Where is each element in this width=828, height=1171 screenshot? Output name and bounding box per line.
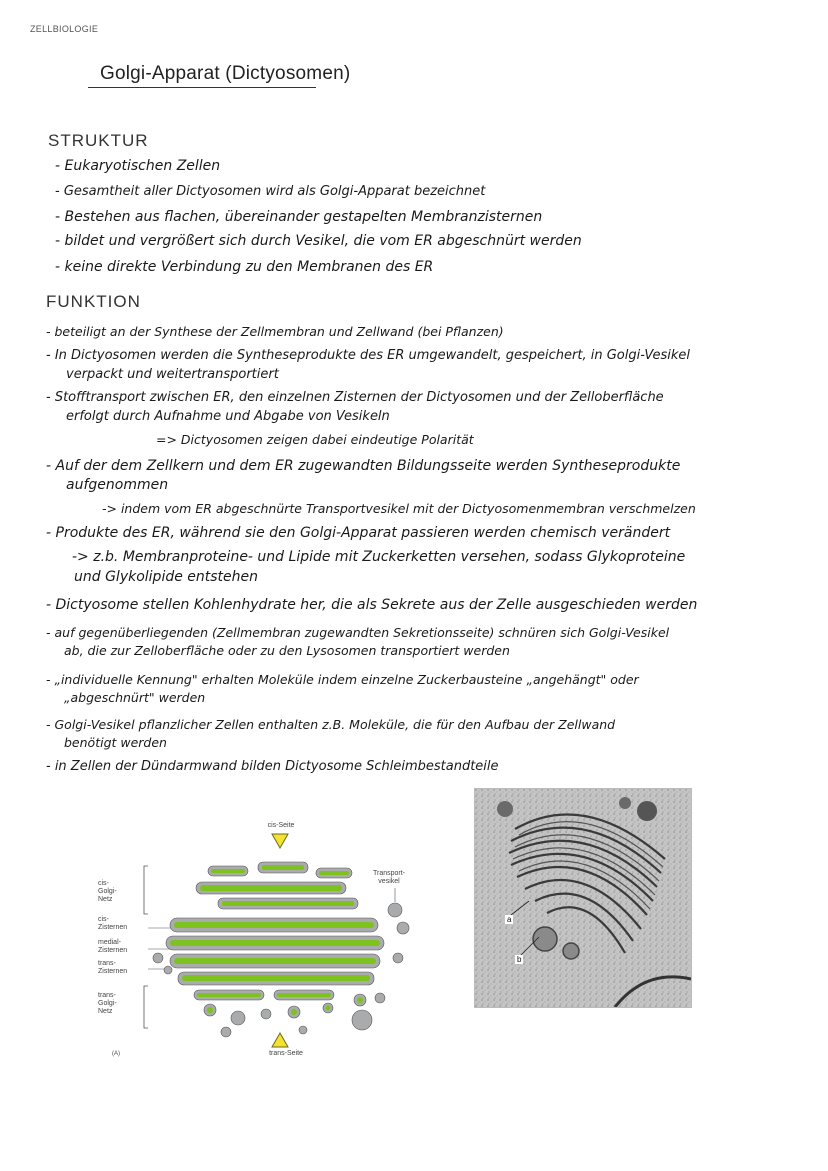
label-trans-golgi-netz: trans- Golgi- Netz <box>98 992 117 1015</box>
struktur-item: - Eukaryotischen Zellen <box>55 158 221 174</box>
funktion-line: - auf gegenüberliegenden (Zellmembran zugewandten Sekretionsseite) schnüren sich Golgi-Vesikel <box>46 625 670 640</box>
bracket-cis-netz <box>144 866 148 914</box>
funktion-line: -> z.b. Membranproteine- und Lipide mit Zuckerketten versehen, sodass Glykoproteine <box>72 549 686 565</box>
trans-side-label: trans-Seite <box>269 1050 303 1057</box>
funktion-line: - Dictyosome stellen Kohlenhydrate her, die als Sekrete aus der Zelle ausgeschieden werden <box>46 597 698 613</box>
funktion-line: - In Dictyosomen werden die Syntheseprodukte des ER umgewandelt, gespeichert, in Golgi-Vesikel <box>46 348 691 363</box>
funktion-line: => Dictyosomen zeigen dabei eindeutige Polarität <box>156 432 474 447</box>
funktion-line: benötigt werden <box>64 735 167 750</box>
figure-number: (A) <box>112 1051 120 1057</box>
bracket-trans-netz <box>144 986 148 1028</box>
label-cis-golgi-netz: cis- Golgi- Netz <box>98 880 117 903</box>
subject-label: ZELLBIOLOGIE <box>30 24 99 34</box>
funktion-line: - beteiligt an der Synthese der Zellmembran und Zellwand (bei Pflanzen) <box>46 324 504 339</box>
electron-micrograph <box>474 788 692 1008</box>
cis-arrow-icon <box>272 834 288 848</box>
trans-arrow-icon <box>272 1033 288 1047</box>
golgi-diagram <box>98 818 428 1060</box>
struktur-heading: STRUKTUR <box>48 131 149 150</box>
struktur-item: - keine direkte Verbindung zu den Membranen des ER <box>55 259 434 275</box>
label-medial-zisternen: medial- Zisternen <box>98 939 128 954</box>
label-trans-zisternen: trans- Zisternen <box>98 960 128 975</box>
funktion-line: -> indem vom ER abgeschnürte Transportvesikel mit der Dictyosomenmembran verschmelzen <box>102 501 696 516</box>
cis-golgi-network <box>196 862 358 909</box>
cis-side-label: cis-Seite <box>267 822 295 829</box>
micrograph-svg <box>475 789 691 1007</box>
struktur-item: - Gesamtheit aller Dictyosomen wird als Golgi-Apparat bezeichnet <box>55 184 486 199</box>
micrograph-label-a: a <box>507 915 512 924</box>
funktion-line: „abgeschnürt" werden <box>64 690 206 705</box>
funktion-heading: FUNKTION <box>46 292 141 311</box>
funktion-line: - Auf der dem Zellkern und dem ER zugewandten Bildungsseite werden Syntheseprodukte <box>46 458 681 474</box>
golgi-diagram-svg <box>98 818 428 1060</box>
trans-golgi-network <box>194 990 385 1037</box>
funktion-line: erfolgt durch Aufnahme und Abgabe von Vesikeln <box>66 409 390 424</box>
funktion-line: - Produkte des ER, während sie den Golgi-Apparat passieren werden chemisch verändert <box>46 525 671 541</box>
page-title: Golgi-Apparat (Dictyosomen) <box>100 63 351 84</box>
transport-vesicle-label: Transport- vesikel <box>372 870 406 885</box>
funktion-line: aufgenommen <box>66 477 169 493</box>
label-cis-zisternen: cis- Zisternen <box>98 916 128 931</box>
struktur-item: - Bestehen aus flachen, übereinander gestapelten Membranzisternen <box>55 209 543 225</box>
funktion-line: ab, die zur Zelloberfläche oder zu den Lysosomen transportiert werden <box>64 643 510 658</box>
funktion-line: und Glykolipide entstehen <box>74 569 259 585</box>
struktur-item: - bildet und vergrößert sich durch Vesikel, die vom ER abgeschnürt werden <box>55 233 582 249</box>
funktion-line: - Golgi-Vesikel pflanzlicher Zellen enthalten z.B. Moleküle, die für den Aufbau der Zellwand <box>46 717 616 732</box>
funktion-line: verpackt und weitertransportiert <box>66 367 279 382</box>
funktion-line: - in Zellen der Dündarmwand bilden Dictyosome Schleimbestandteile <box>46 759 499 774</box>
cisternae-stack <box>166 918 384 985</box>
title-underline <box>88 87 316 88</box>
funktion-line: - „individuelle Kennung" erhalten Moleküle indem einzelne Zuckerbausteine „angehängt" oder <box>46 672 639 687</box>
funktion-line: - Stofftransport zwischen ER, den einzelnen Zisternen der Dictyosomen und der Zelloberfläche <box>46 390 664 405</box>
micrograph-label-b: b <box>517 955 522 964</box>
